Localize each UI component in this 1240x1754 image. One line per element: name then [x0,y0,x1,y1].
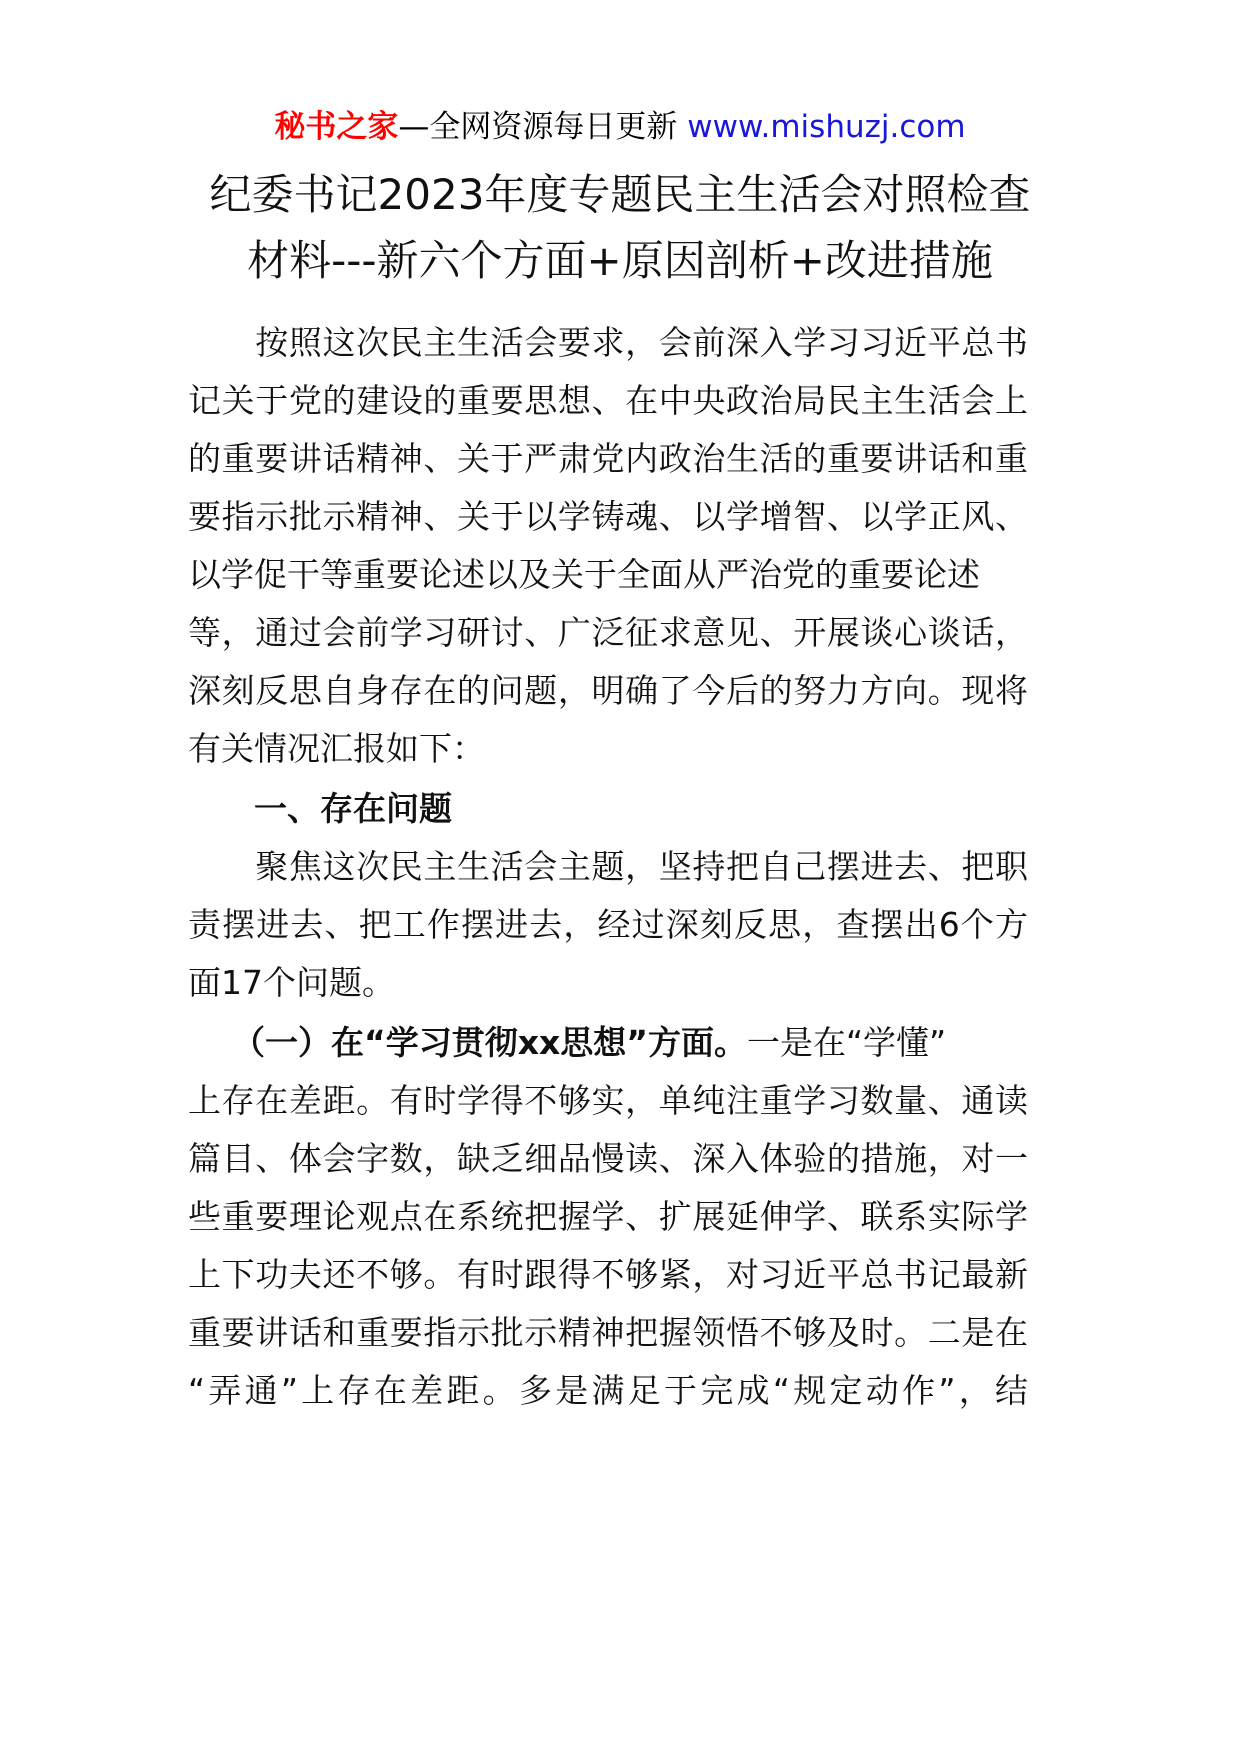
body-line: 上下功夫还不够。有时跟得不够紧，对习近平总书记最新 [188,1255,1028,1294]
site-url[interactable]: www.mishuzj.com [687,109,966,145]
body-line: 上存在差距。有时学得不够实，单纯注重学习数量、通读 [188,1081,1028,1120]
site-tagline: —全网资源每日更新 [398,109,688,145]
section-heading: 一、存在问题 [188,789,452,828]
subsection-text: 一是在“学懂” [746,1023,947,1062]
body-line: “弄通”上存在差距。多是满足于完成“规定动作”，结 [188,1371,1028,1410]
site-banner [0,102,1240,152]
body-line: 按照这次民主生活会要求，会前深入学习习近平总书 [188,323,1028,362]
body-line: 等，通过会前学习研讨、广泛征求意见、开展谈心谈话， [188,613,1028,652]
body-line: 责摆进去、把工作摆进去，经过深刻反思，查摆出6个方 [188,905,1028,944]
site-brand: 秘书之家 [274,109,399,145]
body-line: 以学促干等重要论述以及关于全面从严治党的重要论述 [188,555,980,594]
body-line: 重要讲话和重要指示批示精神把握领悟不够及时。二是在 [188,1313,1028,1352]
body-line: 深刻反思自身存在的问题，明确了今后的努力方向。现将 [188,671,1028,710]
body-line: 有关情况汇报如下： [188,729,485,768]
subsection-line [232,1010,1028,1076]
document-title-line-2: 材料---新六个方面+原因剖析+改进措施 [247,236,993,285]
body-line: 面17个问题。 [188,963,395,1002]
body-line: 记关于党的建设的重要思想、在中央政治局民主生活会上 [188,381,1028,420]
body-line: 些重要理论观点在系统把握学、扩展延伸学、联系实际学 [188,1197,1028,1236]
body-line: 的重要讲话精神、关于严肃党内政治生活的重要讲话和重 [188,439,1028,478]
body-line: 篇目、体会字数，缺乏细品慢读、深入体验的措施，对一 [188,1139,1028,1178]
body-line: 聚焦这次民主生活会主题，坚持把自己摆进去、把职 [188,847,1028,886]
document-title-line-1: 纪委书记2023年度专题民主生活会对照检查 [209,170,1031,219]
body-line: 要指示批示精神、关于以学铸魂、以学增智、以学正风、 [188,497,1028,536]
subsection-heading: （一）在“学习贯彻xx思想”方面。 [232,1023,747,1062]
